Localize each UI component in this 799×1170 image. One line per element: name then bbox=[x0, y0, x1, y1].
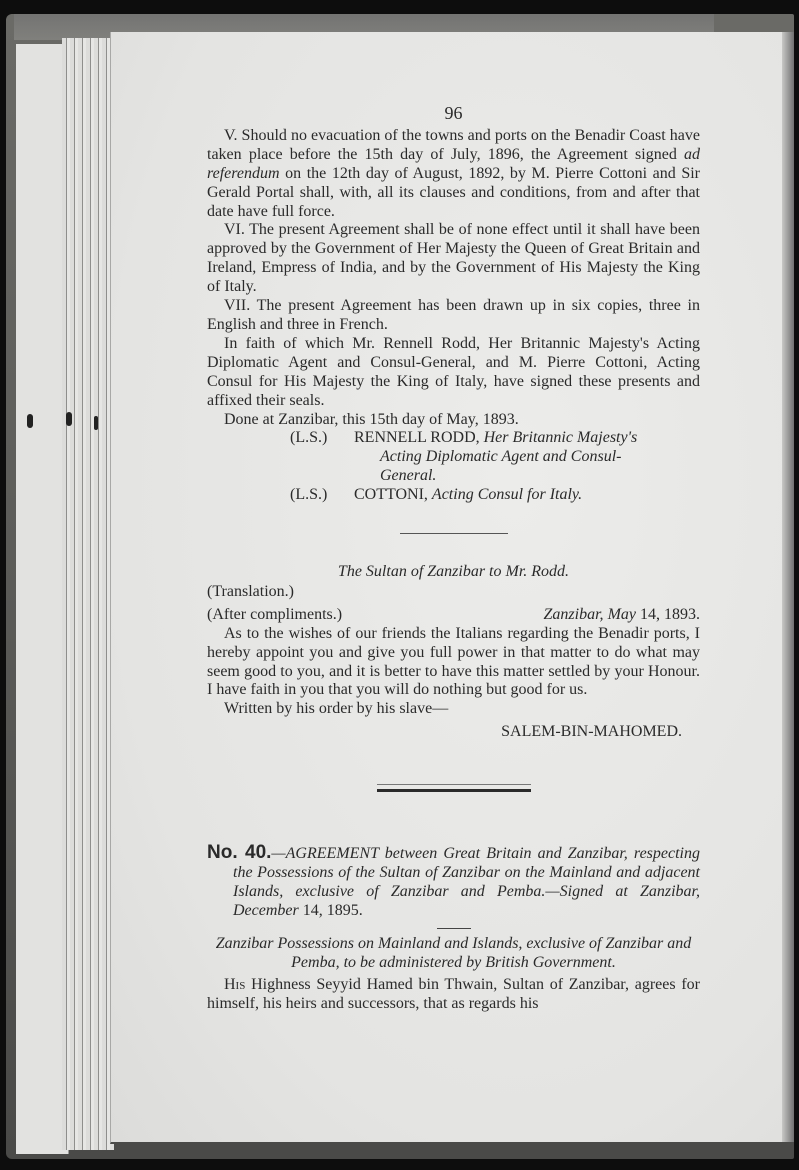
section-divider bbox=[400, 533, 508, 534]
letter-title: The Sultan of Zanzibar to Mr. Rodd. bbox=[337, 563, 570, 581]
letter-signatory: SALEM-BIN-MAHOMED. bbox=[501, 723, 682, 741]
signature-rodd: (L.S.) RENNELL RODD, Her Britannic Majesty's Acting Diplomatic Agent and Consul- General. bbox=[290, 429, 638, 485]
binding-mark bbox=[66, 412, 72, 426]
signatory-name: RENNELL RODD, bbox=[354, 429, 480, 447]
binding-mark bbox=[94, 416, 98, 430]
page-number: 96 bbox=[444, 103, 463, 123]
letter-closing: Written by his order by his slave— bbox=[224, 700, 449, 718]
article-vi: VI. The present Agreement shall be of none effect until it shall have been approved by the Government of Her Majesty the Queen of Great Britain and Ireland, Empress of India, and by the Government of His Majesty the King of Italy. bbox=[207, 221, 700, 296]
article-vii: VII. The present Agreement has been drawn up in six copies, three in English and three in French. bbox=[207, 297, 700, 333]
seal-mark: (L.S.) bbox=[290, 486, 328, 504]
agreement-40-body: His Highness Seyyid Hamed bin Thwain, Sultan of Zanzibar, agrees for himself, his heirs and successors, that as regards his bbox=[207, 975, 700, 1012]
letter-body: As to the wishes of our friends the Italians regarding the Benadir ports, I hereby appoint you and give you full power in that matter to do what may seem good to you, and it is better to have this matter settled by your Honour. I have faith in you that you will do nothing but good for us. bbox=[207, 624, 700, 699]
salutation: (After compliments.) bbox=[207, 605, 343, 623]
letter-date: Zanzibar, May 14, 1893. bbox=[543, 605, 700, 623]
done-at-clause: Done at Zanzibar, this 15th day of May, 1893. bbox=[224, 410, 519, 428]
agreement-40-subheading: Zanzibar Possessions on Mainland and Islands, exclusive of Zanzibar and Pemba, to be administered by British Government. bbox=[215, 934, 692, 971]
seal-mark: (L.S.) bbox=[290, 429, 328, 447]
in-faith-clause: In faith of which Mr. Rennell Rodd, Her Britannic Majesty's Acting Diplomatic Agent and Consul-General, and M. Pierre Cottoni, Acting Consul for His Majesty the King of Italy, have signed these presents and affixed their seals. bbox=[207, 334, 700, 409]
page-text bbox=[207, 104, 700, 1013]
binding-mark bbox=[27, 414, 33, 428]
signatory-name: COTTONI, bbox=[354, 486, 428, 504]
letter-salutation-row bbox=[207, 606, 700, 625]
agreement-number: No. 40. bbox=[207, 842, 272, 864]
heading-divider bbox=[437, 928, 471, 929]
double-rule-divider bbox=[377, 784, 531, 792]
page-edges bbox=[62, 38, 114, 1150]
translation-note: (Translation.) bbox=[207, 582, 294, 600]
signature-cottoni: (L.S.) COTTONI, Acting Consul for Italy. bbox=[290, 486, 583, 504]
agreement-40-heading: No. 40.—AGREEMENT between Great Britain and Zanzibar, respecting the Possessions of the Sultan of Zanzibar on the Mainland and adjacent Islands, exclusive of Zanzibar and Pemba.—Signed at Zanzibar, December 14, 1895. bbox=[207, 842, 700, 919]
article-v: V. Should no evacuation of the towns and ports on the Benadir Coast have taken place before the 15th day of July, 1896, the Agreement signed ad referendum on the 12th day of August, 1892, by M. Pierre Cottoni and Sir Gerald Portal shall, with, all its clauses and conditions, from and after that date have full force. bbox=[207, 126, 700, 220]
page-right-edge bbox=[782, 32, 794, 1142]
